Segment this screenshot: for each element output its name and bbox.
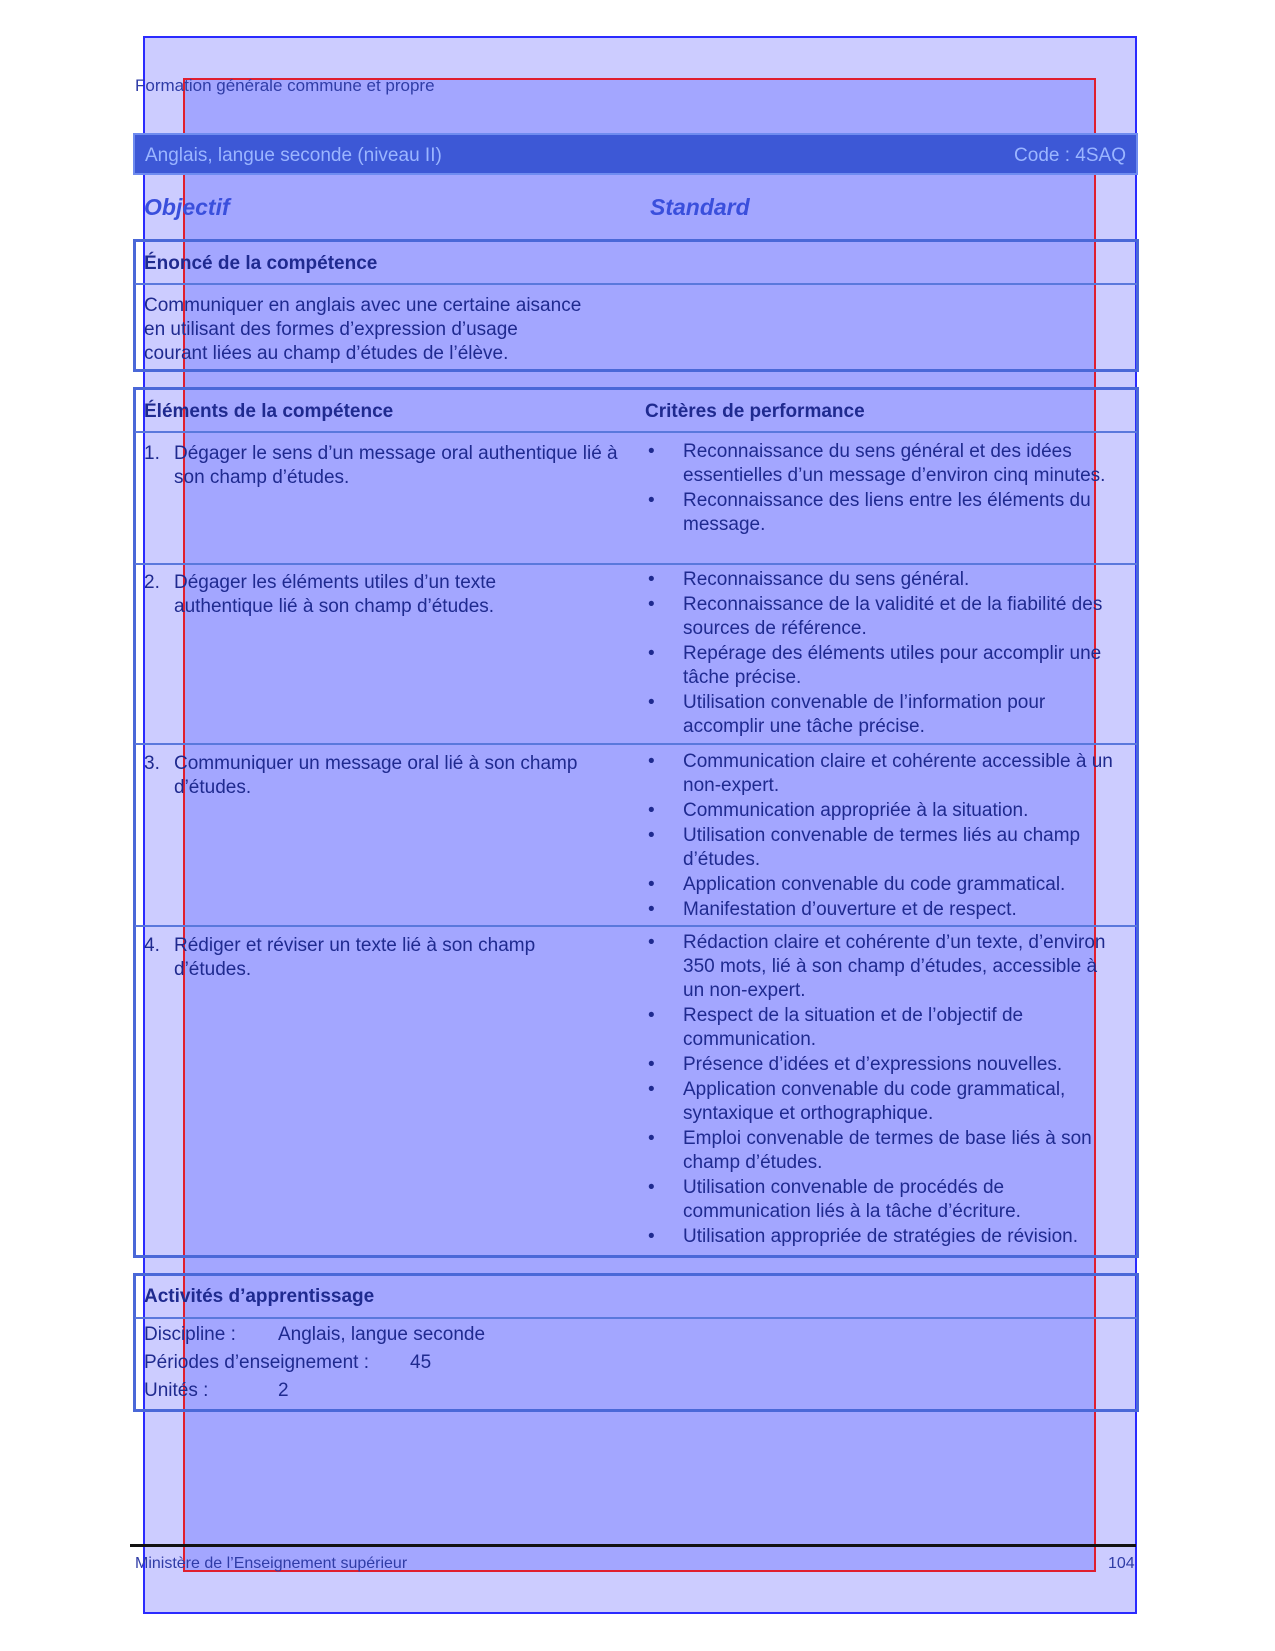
criterion: • Rédaction claire et cohérente d’un texte, d’environ 350 mots, lié à son champ d’études, accessible à un non-expert. <box>645 931 1115 1003</box>
footer-rule <box>130 1544 1136 1547</box>
elements-heading: Éléments de la compétence <box>144 401 394 422</box>
element-text: Rédiger et réviser un texte lié à son champ d’études. <box>174 935 536 980</box>
criteria-list-3 <box>645 750 1115 923</box>
criteria-list-2 <box>645 568 1115 740</box>
enonce-heading: Énoncé de la compétence <box>144 253 378 274</box>
element-number: 2. <box>144 572 160 593</box>
criterion: • Reconnaissance du sens général et des idées essentielles d’un message d’environ cinq minutes. <box>645 440 1115 488</box>
criterion: • Communication appropriée à la situation. <box>645 799 1115 823</box>
criteria-list-1 <box>645 440 1115 538</box>
criterion: • Application convenable du code grammatical, syntaxique et orthographique. <box>645 1078 1115 1126</box>
criterion: • Emploi convenable de termes de base liés à son champ d’études. <box>645 1127 1115 1175</box>
course-code: Code : 4SAQ <box>1014 145 1126 166</box>
enonce-line: Communiquer en anglais avec une certaine aisance <box>144 295 582 316</box>
criteria-list-4 <box>645 931 1115 1250</box>
divider <box>135 431 1137 433</box>
criteres-heading: Critères de performance <box>645 401 865 422</box>
criterion: • Communication claire et cohérente accessible à un non-expert. <box>645 750 1115 798</box>
criterion: • Utilisation convenable de l’information pour accomplir une tâche précise. <box>645 691 1115 739</box>
divider <box>135 743 1137 745</box>
element-number: 3. <box>144 753 160 774</box>
section-label: Formation générale commune et propre <box>135 76 435 95</box>
page-number: 104 <box>1108 1555 1135 1572</box>
criterion: • Repérage des éléments utiles pour accomplir une tâche précise. <box>645 642 1115 690</box>
criterion: • Reconnaissance du sens général. <box>645 568 1115 592</box>
element-text: Dégager les éléments utiles d’un texte authentique lié à son champ d’études. <box>174 572 497 617</box>
discipline-label: Discipline : <box>144 1324 236 1345</box>
unites-label: Unités : <box>144 1380 209 1401</box>
periodes-label: Périodes d’enseignement : <box>144 1352 369 1373</box>
standard-label: Standard <box>650 194 750 220</box>
course-header-bar <box>133 133 1138 175</box>
criterion: • Présence d’idées et d’expressions nouvelles. <box>645 1053 1115 1077</box>
enonce-line: courant liées au champ d’études de l’élève. <box>144 343 509 364</box>
unites-value: 2 <box>278 1380 289 1401</box>
criterion: • Reconnaissance de la validité et de la fiabilité des sources de référence. <box>645 593 1115 641</box>
discipline-value: Anglais, langue seconde <box>278 1324 486 1345</box>
footer-ministry: Ministère de l’Enseignement supérieur <box>135 1555 408 1572</box>
criterion: • Utilisation appropriée de stratégies de révision. <box>645 1225 1115 1249</box>
divider <box>135 563 1137 565</box>
objectif-label: Objectif <box>144 194 230 220</box>
criterion: • Utilisation convenable de procédés de communication liés à la tâche d’écriture. <box>645 1176 1115 1224</box>
criterion: • Manifestation d’ouverture et de respect. <box>645 898 1115 922</box>
divider <box>135 1317 1137 1319</box>
course-title: Anglais, langue seconde (niveau II) <box>145 145 442 166</box>
divider <box>135 925 1137 927</box>
element-number: 4. <box>144 935 160 956</box>
enonce-text <box>144 294 581 366</box>
criterion: • Utilisation convenable de termes liés au champ d’études. <box>645 824 1115 872</box>
element-text: Dégager le sens d’un message oral authentique lié à son champ d’études. <box>174 443 618 488</box>
enonce-line: en utilisant des formes d’expression d’usage <box>144 319 518 340</box>
criterion: • Respect de la situation et de l’objectif de communication. <box>645 1004 1115 1052</box>
periodes-value: 45 <box>410 1352 432 1373</box>
divider <box>135 283 1137 285</box>
criterion: • Application convenable du code grammatical. <box>645 873 1115 897</box>
element-text: Communiquer un message oral lié à son champ d’études. <box>174 753 578 798</box>
element-number: 1. <box>144 443 160 464</box>
activites-heading: Activités d’apprentissage <box>144 1286 375 1307</box>
criterion: • Reconnaissance des liens entre les éléments du message. <box>645 489 1115 537</box>
